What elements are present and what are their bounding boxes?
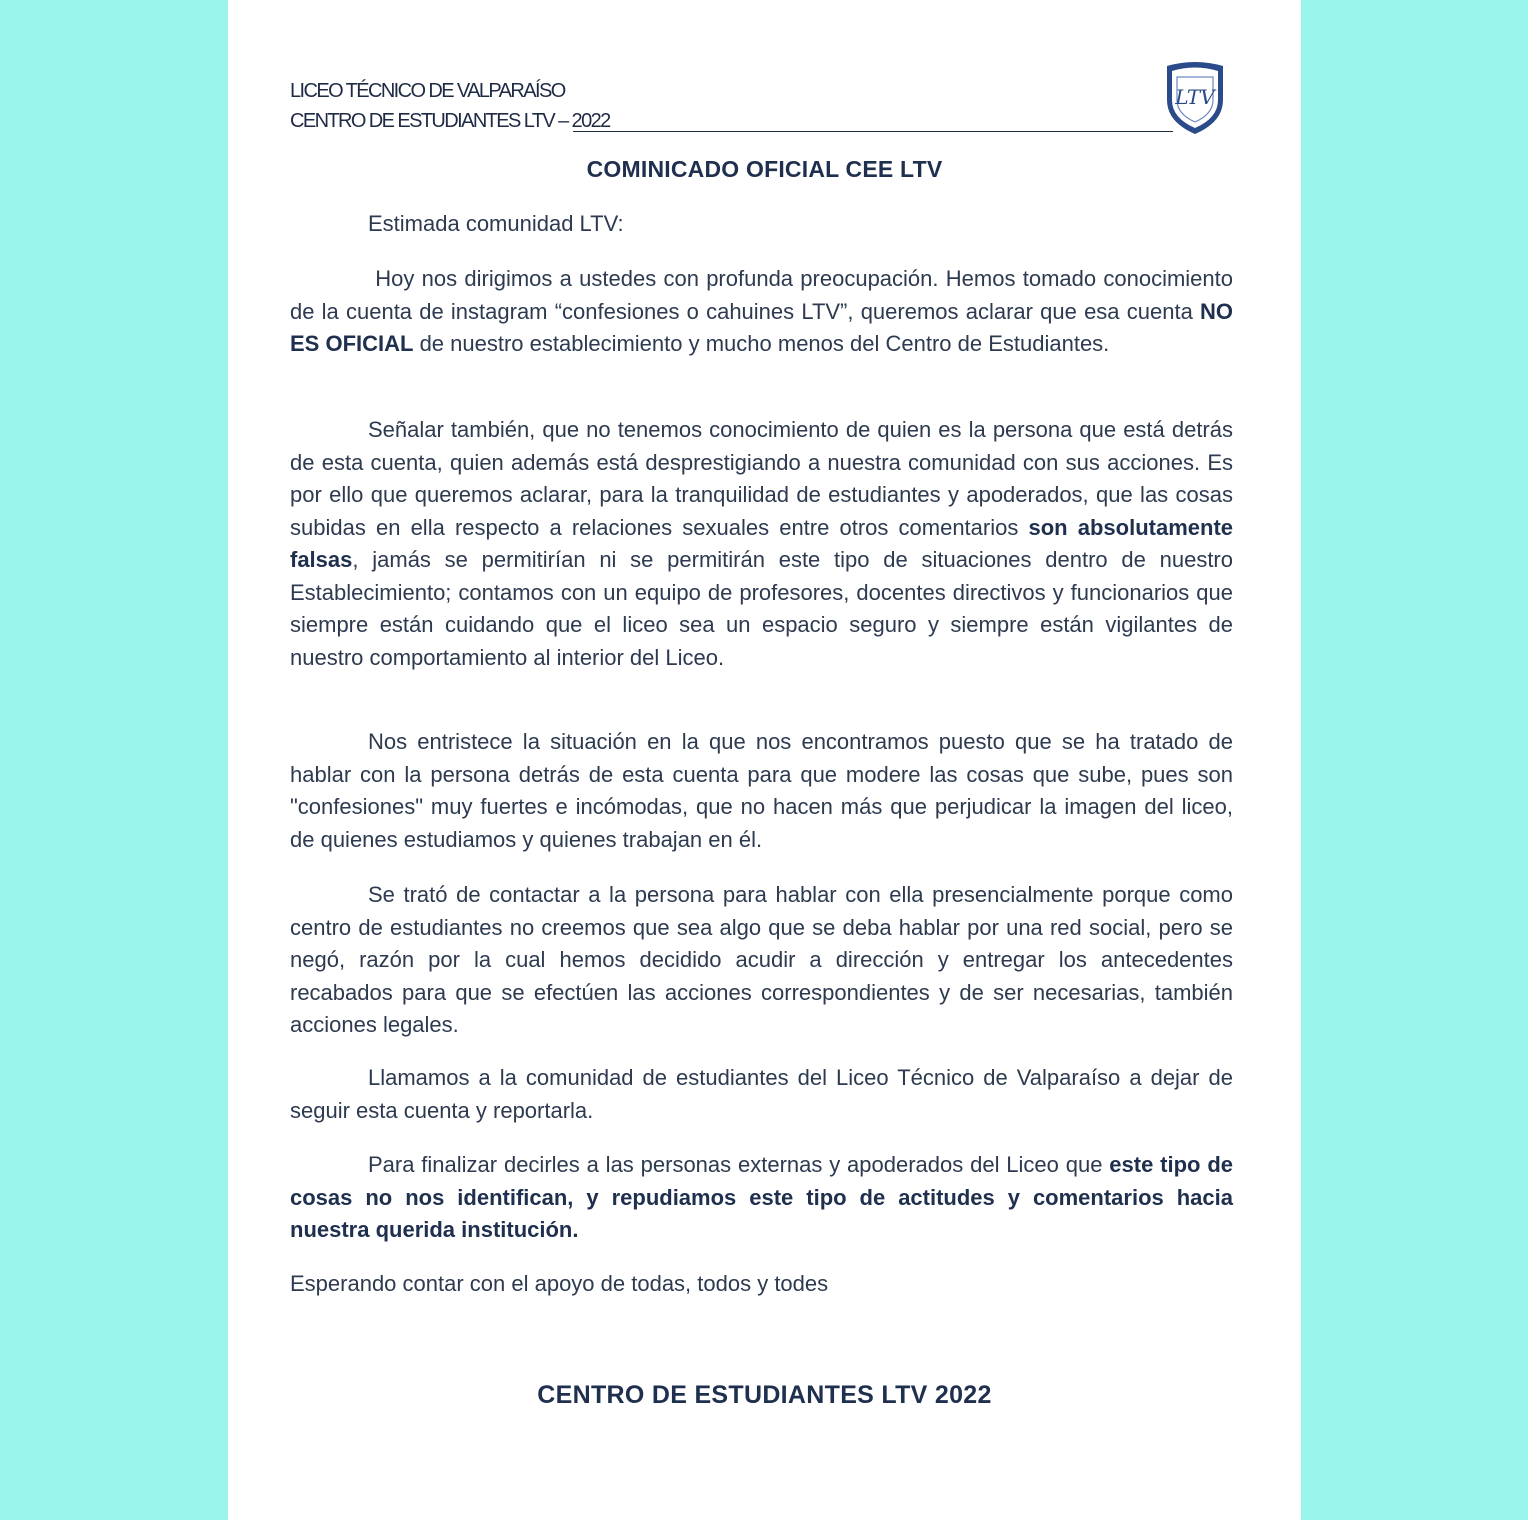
paragraph-1 [290, 263, 1233, 361]
greeting [290, 208, 1233, 241]
closing-line: Esperando contar con el apoyo de todas, todos y todes [290, 1271, 829, 1296]
greeting-text: Estimada comunidad LTV: [368, 211, 624, 236]
header-rule [573, 131, 1173, 132]
paragraph-6-text-a: Para finalizar decirles a las personas externas y apoderados del Liceo que [368, 1152, 1110, 1177]
document-page [228, 0, 1301, 1520]
signature: CENTRO DE ESTUDIANTES LTV 2022 [537, 1381, 992, 1409]
paragraph-2-text-a: Señalar también, que no tenemos conocimiento de quien es la persona que está detrás de esta cuenta, quien además está desprestigiando a nuestra comunidad con sus acciones. Es por ello que queremos aclarar, para la tranquilidad de estudiantes y apoderados, que las cosas subidas en ella respecto a relaciones sexuales entre otros comentarios [290, 417, 1233, 540]
paragraph-6-bold: este tipo de cosas no nos identifican, y repudiamos este tipo de actitudes y comentarios hacia nuestra querida institución. [290, 1152, 1234, 1242]
school-shield-logo [1163, 60, 1227, 136]
paragraph-3 [290, 726, 1233, 856]
paragraph-6 [290, 1149, 1233, 1247]
logo-monogram: LTV [1175, 85, 1215, 109]
paragraph-1-bold: NO ES OFICIAL [290, 298, 1233, 356]
paragraph-5-text: Llamamos a la comunidad de estudiantes del Liceo Técnico de Valparaíso a dejar de seguir esta cuenta y reportarla. [290, 1065, 1233, 1123]
paragraph-4-text: Se trató de contactar a la persona para hablar con ella presencialmente porque como centro de estudiantes no creemos que sea algo que se deba hablar por una red social, pero se negó, razón por la cual hemos decidido acudir a dirección y entregar los antecedentes recabados para que se efectúen las acciones correspondientes y de ser necesarias, también acciones legales. [290, 882, 1233, 1037]
paragraph-1-text-c: de nuestro establecimiento y mucho menos del Centro de Estudiantes. [413, 331, 1110, 356]
paragraph-3-text: Nos entristece la situación en la que nos encontramos puesto que se ha tratado de hablar con la persona detrás de esta cuenta para que modere las cosas que sube, pues son "confesiones" muy fuertes e incómodas, que no hacen más que perjudicar la imagen del liceo, de quienes estudiamos y quienes trabajan en él. [290, 729, 1233, 852]
paragraph-5 [290, 1062, 1233, 1127]
school-name: LICEO TÉCNICO DE VALPARAÍSO [290, 80, 565, 102]
paragraph-2-bold: son absolutamente falsas [290, 514, 1234, 572]
paragraph-2 [290, 414, 1233, 674]
paragraph-2-text-c: , jamás se permitirían ni se permitirán este tipo de situaciones dentro de nuestro Establecimiento; contamos con un equipo de profesores, docentes directivos y funcionarios que siempre están cuidando que el liceo sea un espacio seguro y siempre están vigilantes de nuestro comportamiento al interior del Liceo. [290, 547, 1233, 670]
student-center-name: CENTRO DE ESTUDIANTES LTV – 2022 [290, 110, 610, 132]
paragraph-1-text-a: Hoy nos dirigimos a ustedes con profunda preocupación. Hemos tomado conocimiento de la cuenta de instagram “confesiones o cahuines LTV”, queremos aclarar que esa cuenta [290, 266, 1233, 324]
paragraph-4 [290, 879, 1233, 1042]
document-title: COMINICADO OFICIAL CEE LTV [586, 156, 943, 182]
